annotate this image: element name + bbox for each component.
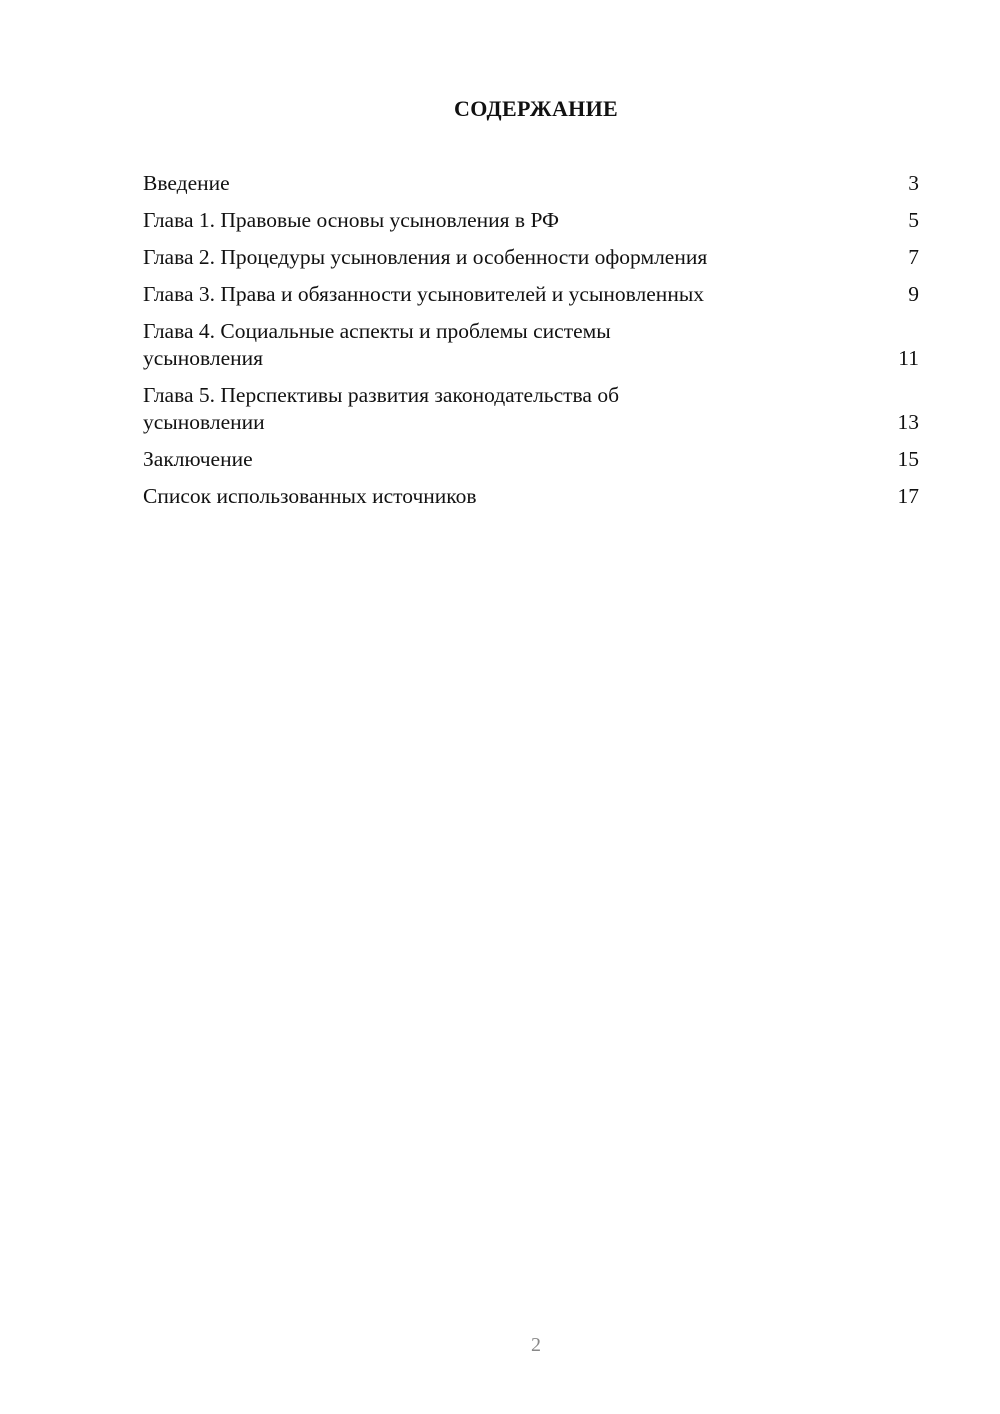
toc-entry-label: Глава 2. Процедуры усыновления и особенности оформления [143,245,708,269]
toc-entry-page: 17 [897,484,919,508]
toc-entry-introduction[interactable] [143,170,919,197]
toc-entry-page: 15 [897,447,919,471]
toc-entry-chapter-1[interactable] [143,207,919,234]
toc-entry-conclusion[interactable] [143,446,919,473]
toc-entry-chapter-5[interactable] [143,382,919,436]
toc-entry-label: Глава 3. Права и обязанности усыновителей и усыновленных [143,282,705,306]
toc-entry-label: Список использованных источников [143,484,477,508]
toc-entry-label: Глава 4. Социальные аспекты и проблемы системы усыновления [143,319,611,370]
toc-entry-label: Глава 1. Правовые основы усыновления в РФ [143,208,560,232]
toc-entry-page: 13 [897,410,919,434]
toc-entry-page: 7 [908,245,919,269]
toc-entry-references[interactable] [143,483,919,510]
toc-entry-page: 5 [908,208,919,232]
page-title: СОДЕРЖАНИЕ [454,96,618,121]
page-number: 2 [531,1334,541,1356]
toc-entry-page: 9 [908,282,919,306]
toc-entry-page: 11 [898,346,919,370]
toc-entry-page: 3 [908,171,919,195]
toc-entry-chapter-3[interactable] [143,281,919,308]
toc-entry-label: Введение [143,171,230,195]
table-of-contents [143,170,919,520]
toc-entry-label: Заключение [143,447,253,471]
toc-entry-chapter-4[interactable] [143,318,919,372]
toc-entry-chapter-2[interactable] [143,244,919,271]
toc-entry-label: Глава 5. Перспективы развития законодательства об усыновлении [143,383,620,434]
